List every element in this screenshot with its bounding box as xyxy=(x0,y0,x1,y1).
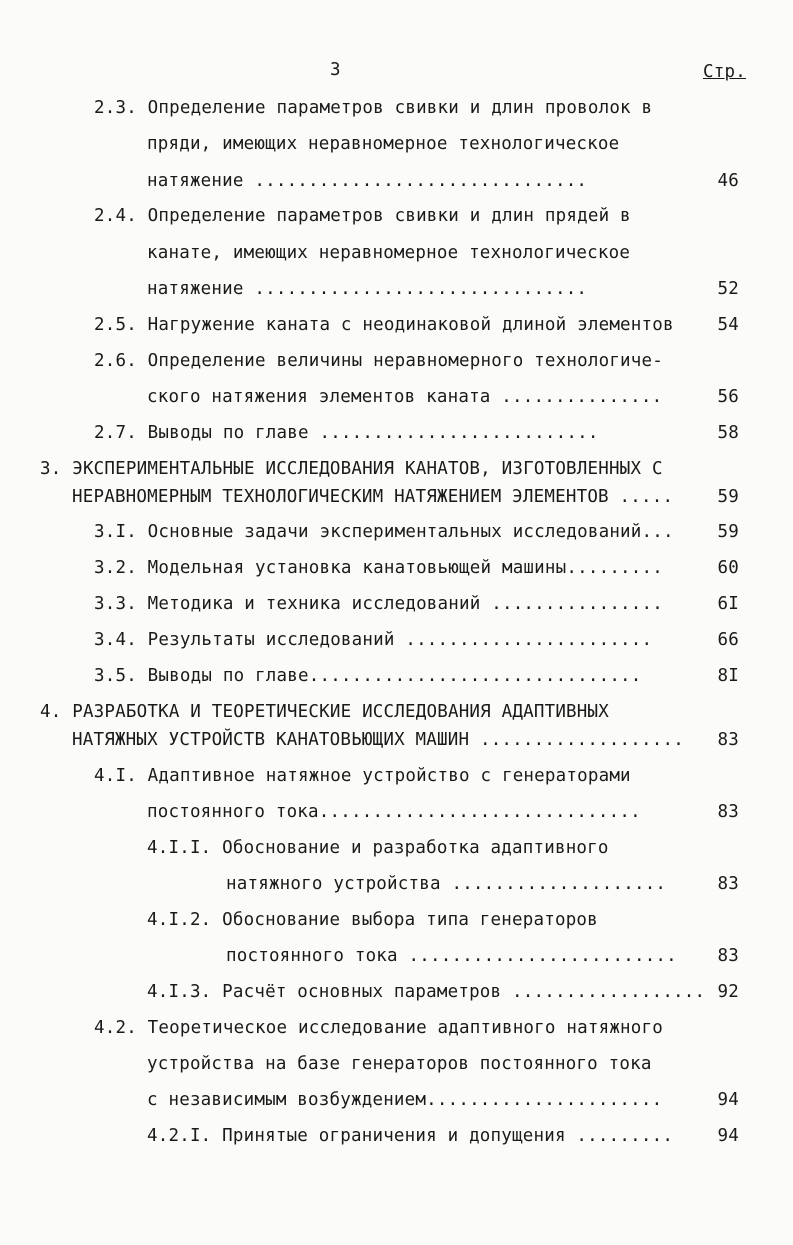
toc-chapter-heading: 3. ЭКСПЕРИМЕНТАЛЬНЫЕ ИССЛЕДОВАНИЯ КАНАТОВ, ИЗГОТОВЛЕННЫХ С xyxy=(40,459,663,479)
toc-line: 3.2. Модельная установка канатовьющей машины......... xyxy=(94,558,664,578)
toc-line: устройства на базе генераторов постоянного тока xyxy=(147,1054,652,1074)
toc-page: 60 xyxy=(717,558,739,578)
toc-line: 4.I.2. Обоснование выбора типа генераторов xyxy=(147,910,598,930)
toc-line: натяжного устройства .................... xyxy=(226,874,667,894)
toc-page: 8I xyxy=(717,666,739,686)
toc-line: 4.2.I. Принятые ограничения и допущения ......... xyxy=(147,1126,674,1146)
toc-line: 3.I. Основные задачи экспериментальных исследований... xyxy=(94,522,674,542)
toc-line: 4.I.3. Расчёт основных параметров .................. xyxy=(147,982,706,1002)
toc-page: 52 xyxy=(717,279,739,299)
toc-line: 2.7. Выводы по главе .......................... xyxy=(94,423,599,443)
toc-line: постоянного тока ......................... xyxy=(226,946,677,966)
toc-chapter-heading: НАТЯЖНЫХ УСТРОЙСТВ КАНАТОВЬЮЩИХ МАШИН ................... xyxy=(72,730,684,750)
toc-chapter-heading: 4. РАЗРАБОТКА И ТЕОРЕТИЧЕСКИЕ ИССЛЕДОВАНИЯ АДАПТИВНЫХ xyxy=(40,702,610,722)
toc-page: 83 xyxy=(717,802,739,822)
toc-line: 2.4. Определение параметров свивки и длин прядей в xyxy=(94,206,631,226)
toc-page: 83 xyxy=(717,874,739,894)
toc-page: 83 xyxy=(717,730,739,750)
toc-line: постоянного тока.............................. xyxy=(147,802,641,822)
toc-line: канате, имеющих неравномерное технологическое xyxy=(147,243,631,263)
toc-page: 94 xyxy=(717,1126,739,1146)
toc-line: ского натяжения элементов каната ............... xyxy=(147,387,663,407)
toc-page: 59 xyxy=(717,522,739,542)
toc-page: 46 xyxy=(717,171,739,191)
toc-line: 3.5. Выводы по главе............................... xyxy=(94,666,642,686)
toc-line: 2.3. Определение параметров свивки и длин проволок в xyxy=(94,98,653,118)
toc-line: пряди, имеющих неравномерное технологическое xyxy=(147,134,620,154)
toc-page: 66 xyxy=(717,630,739,650)
toc-page: 92 xyxy=(717,982,739,1002)
toc-line: 4.I. Адаптивное натяжное устройство с генераторами xyxy=(94,766,631,786)
toc-page: 94 xyxy=(717,1090,739,1110)
page-column-label: Стр. xyxy=(703,62,746,82)
toc-line: 2.6. Определение величины неравномерного технологиче- xyxy=(94,351,664,371)
toc-line: натяжение ............................... xyxy=(147,171,588,191)
toc-chapter-heading: НЕРАВНОМЕРНЫМ ТЕХНОЛОГИЧЕСКИМ НАТЯЖЕНИЕМ ЭЛЕМЕНТОВ ..... xyxy=(72,487,674,507)
page-number: 3 xyxy=(330,60,341,80)
toc-page: 6I xyxy=(717,594,739,614)
toc-line: 3.3. Методика и техника исследований ................ xyxy=(94,594,664,614)
toc-page: 83 xyxy=(717,946,739,966)
toc-line: с независимым возбуждением...................... xyxy=(147,1090,663,1110)
toc-page: 59 xyxy=(717,487,739,507)
toc-page: 54 xyxy=(717,315,739,335)
toc-line: натяжение ............................... xyxy=(147,279,588,299)
toc-line: 4.I.I. Обоснование и разработка адаптивного xyxy=(147,838,609,858)
toc-page: 58 xyxy=(717,423,739,443)
toc-line: 4.2. Теоретическое исследование адаптивного натяжного xyxy=(94,1018,664,1038)
toc-line: 2.5. Нагружение каната с неодинаковой длиной элементов xyxy=(94,315,674,335)
toc-line: 3.4. Результаты исследований ....................... xyxy=(94,630,653,650)
toc-page: 56 xyxy=(717,387,739,407)
